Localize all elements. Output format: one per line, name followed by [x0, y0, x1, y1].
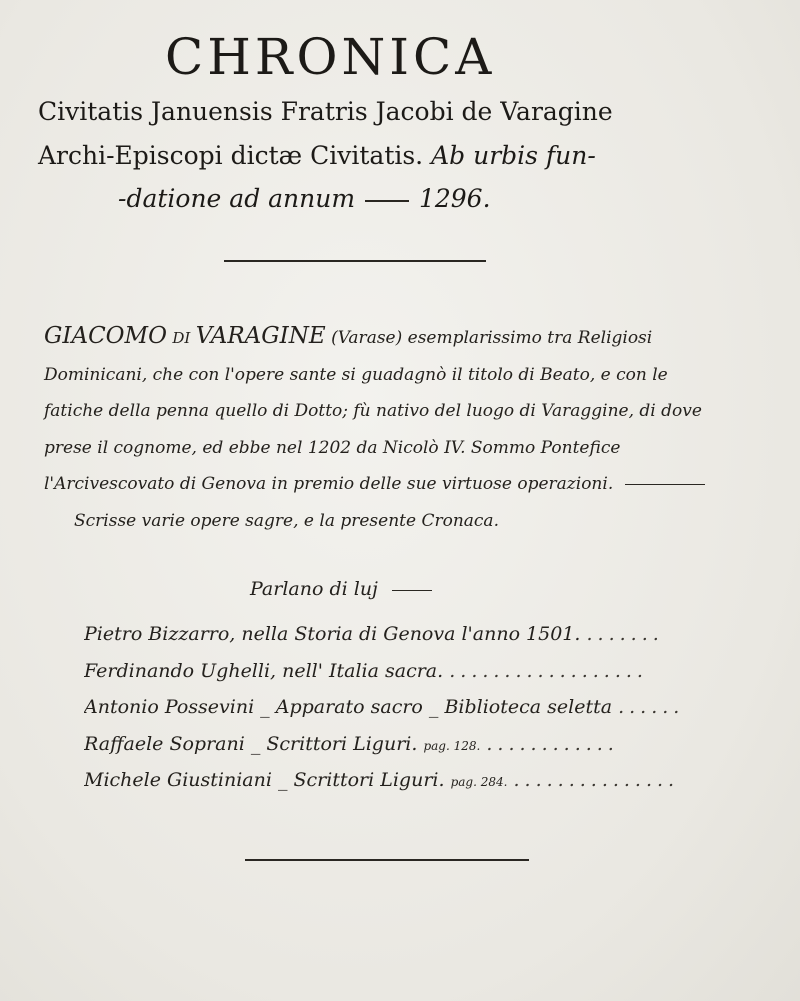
subject-name-particle: DI — [172, 329, 191, 347]
year-dash — [365, 200, 409, 202]
source-dots: ............ — [486, 732, 619, 755]
subtitle-line-3 — [118, 184, 491, 213]
source-dots: ...... — [618, 696, 685, 718]
subtitle-year: 1296. — [418, 184, 491, 213]
list-item — [84, 616, 704, 653]
subtitle-line-1: Civitatis Januensis Fratris Jacobi de Varagine — [38, 97, 613, 126]
source-page: pag. 128. — [423, 738, 481, 753]
subtitle-line-2 — [38, 141, 596, 170]
source-dots: ............... — [513, 769, 680, 791]
subject-name-last: VARAGINE — [195, 323, 326, 349]
subject-name-first: GIACOMO — [44, 323, 167, 349]
page-title: CHRONICA — [165, 28, 496, 86]
subtitle-line-2-roman: Archi-Episcopi dictæ Civitatis. — [38, 141, 424, 170]
sources-heading-text: Parlano di luj — [250, 578, 378, 600]
list-item — [84, 762, 704, 799]
biography-text: (Varase) esemplarissimo tra Religiosi Dominicani, che con l'opere sante si guadagnò il titolo di Beato, e con le fatiche della penna quello di Dotto; fù nativo del luogo di Varaggine, di dove prese il cognome, ed ebbe nel 1202 da Nicolò IV. Sommo Pontefice l'Arcivescovato di Genova in premio delle sue virtuose operazioni. — [44, 328, 702, 494]
sources-heading — [250, 578, 432, 600]
source-page: pag. 284. — [450, 775, 508, 789]
sources-heading-dash — [392, 590, 432, 591]
source-text: Ferdinando Ughelli, nell' Italia sacra. — [84, 659, 444, 682]
source-dots: .................. — [449, 659, 648, 682]
source-text: Antonio Possevini _ Apparato sacro _ Biblioteca selettа — [84, 696, 613, 718]
subtitle-line-2-italic: Ab urbis fun- — [431, 141, 596, 170]
source-text: Pietro Bizzarro, nella Storia di Genova l'anno 1501. — [84, 623, 581, 645]
list-item — [84, 689, 704, 726]
biography-text-2: Scrisse varie opere sagre, e la presente Cronaca. — [74, 510, 499, 531]
divider-rule-bottom — [245, 859, 529, 861]
source-text: Raffaele Soprani _ Scrittori Liguri. — [84, 732, 418, 755]
source-dots: ....... — [586, 623, 664, 645]
biography-paragraph — [44, 318, 724, 539]
source-text: Michele Giustiniani _ Scrittori Liguri. — [84, 769, 445, 791]
list-item — [84, 653, 704, 690]
divider-rule-top — [224, 260, 486, 262]
subtitle-line-3-text: -datione ad annum — [118, 184, 356, 213]
list-item — [84, 726, 704, 763]
sources-list — [84, 616, 704, 799]
paragraph-dash — [625, 484, 705, 485]
